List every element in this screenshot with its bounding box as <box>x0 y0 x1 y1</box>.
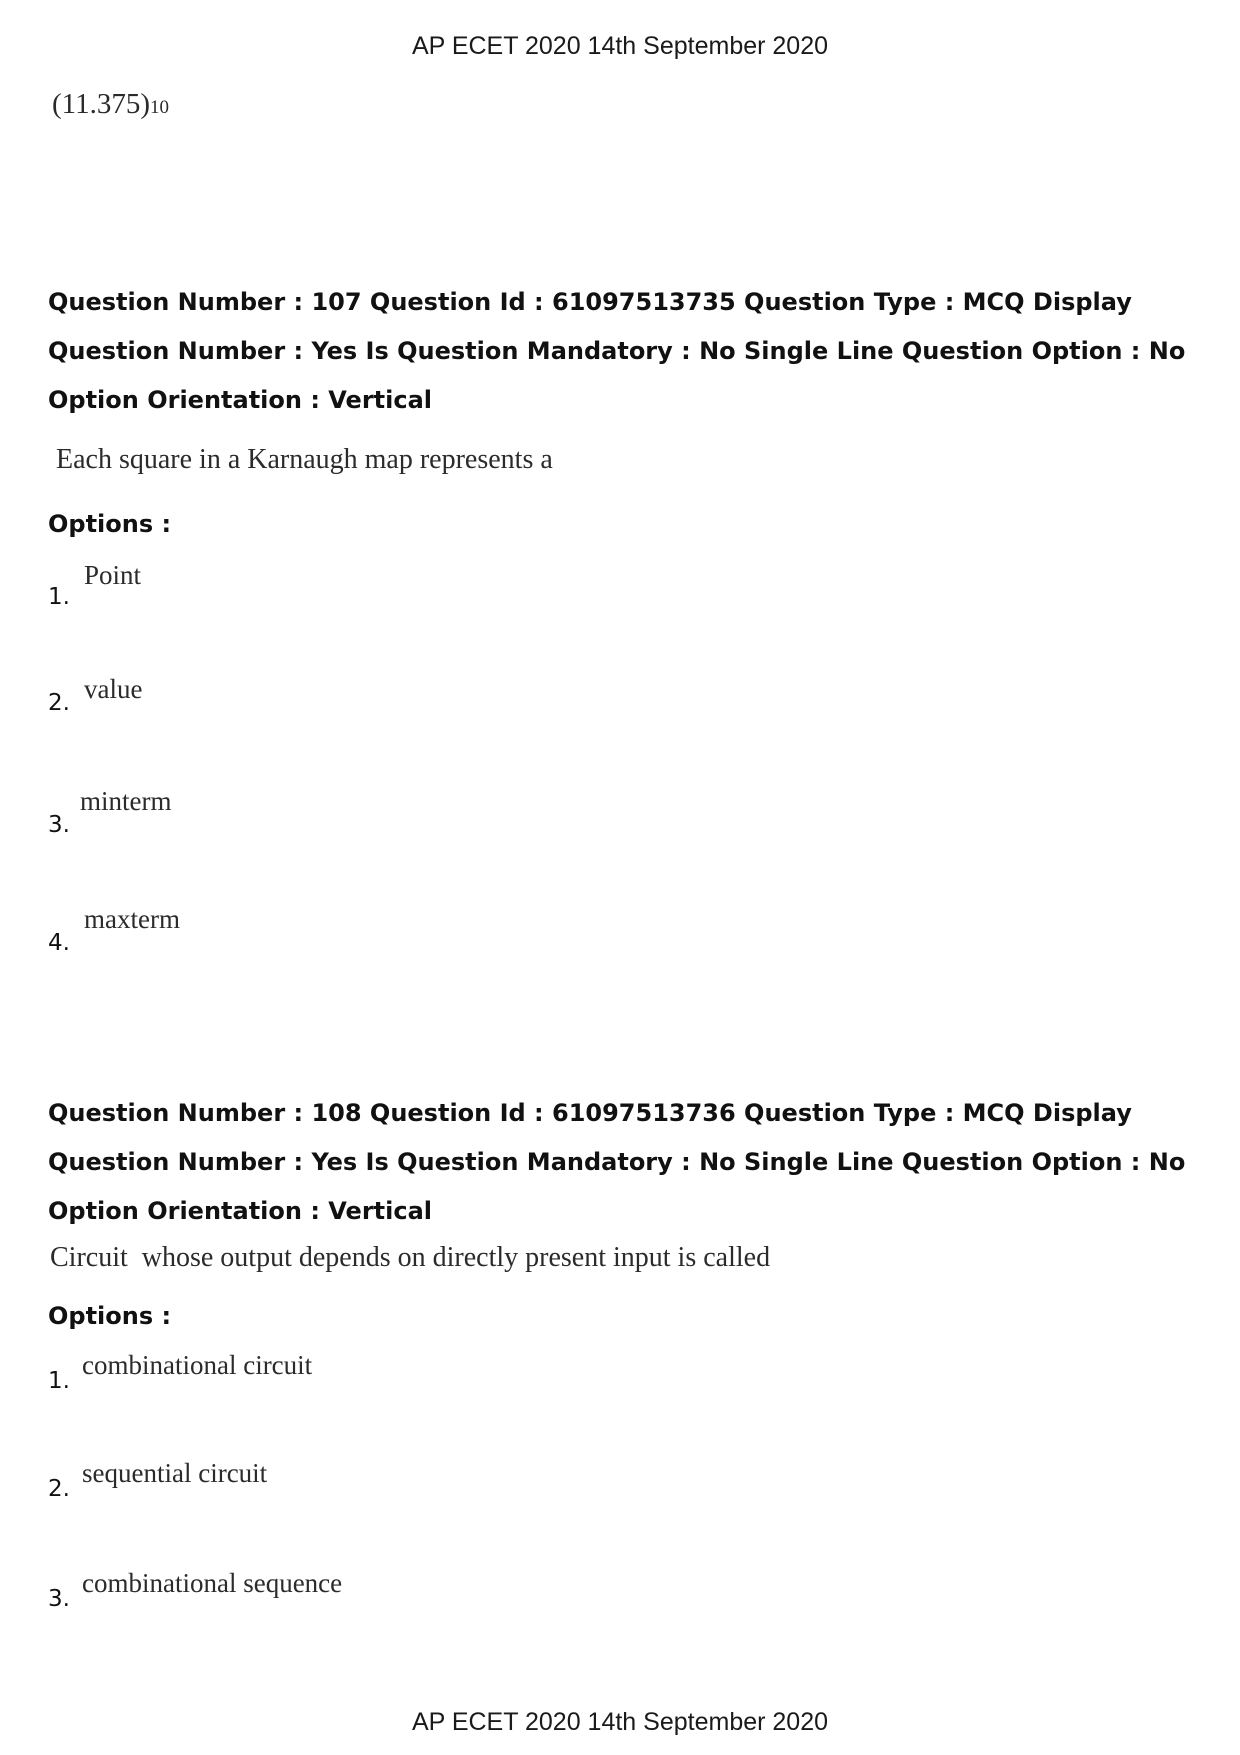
option-number: 2. <box>48 690 70 716</box>
previous-answer-value: (11.375) <box>52 88 150 120</box>
question-meta: Question Number : 108 Question Id : 61097513736 Question Type : MCQ Display Question Number : Yes Is Question Mandatory : No Single Line Question Option : No Option Orientation : Vertical <box>48 1099 1186 1225</box>
option-text: value <box>84 674 143 704</box>
options-label: Options : <box>48 1302 172 1330</box>
previous-answer-base: 10 <box>150 97 169 118</box>
option-text: maxterm <box>84 904 180 934</box>
option-text: combinational sequence <box>82 1568 343 1598</box>
page-footer: AP ECET 2020 14th September 2020 <box>411 1708 829 1736</box>
page-header: AP ECET 2020 14th September 2020 <box>411 32 829 60</box>
option-number: 1. <box>48 1368 70 1394</box>
option-number: 2. <box>48 1476 70 1502</box>
option-number: 4. <box>48 930 70 956</box>
option-text: combinational circuit <box>82 1350 313 1380</box>
option-number: 3. <box>48 812 70 838</box>
option-text: sequential circuit <box>82 1458 268 1488</box>
question-text: Each square in a Karnaugh map represents a <box>56 444 553 475</box>
option-text: Point <box>84 560 142 590</box>
options-label: Options : <box>48 510 172 538</box>
option-number: 1. <box>48 584 70 610</box>
question-meta: Question Number : 107 Question Id : 61097513735 Question Type : MCQ Display Question Number : Yes Is Question Mandatory : No Single Line Question Option : No Option Orientation : Vertical <box>48 288 1186 414</box>
previous-answer <box>52 88 169 121</box>
option-number: 3. <box>48 1586 70 1612</box>
question-text: Circuit whose output depends on directly present input is called <box>50 1242 771 1273</box>
option-text: minterm <box>80 786 172 816</box>
